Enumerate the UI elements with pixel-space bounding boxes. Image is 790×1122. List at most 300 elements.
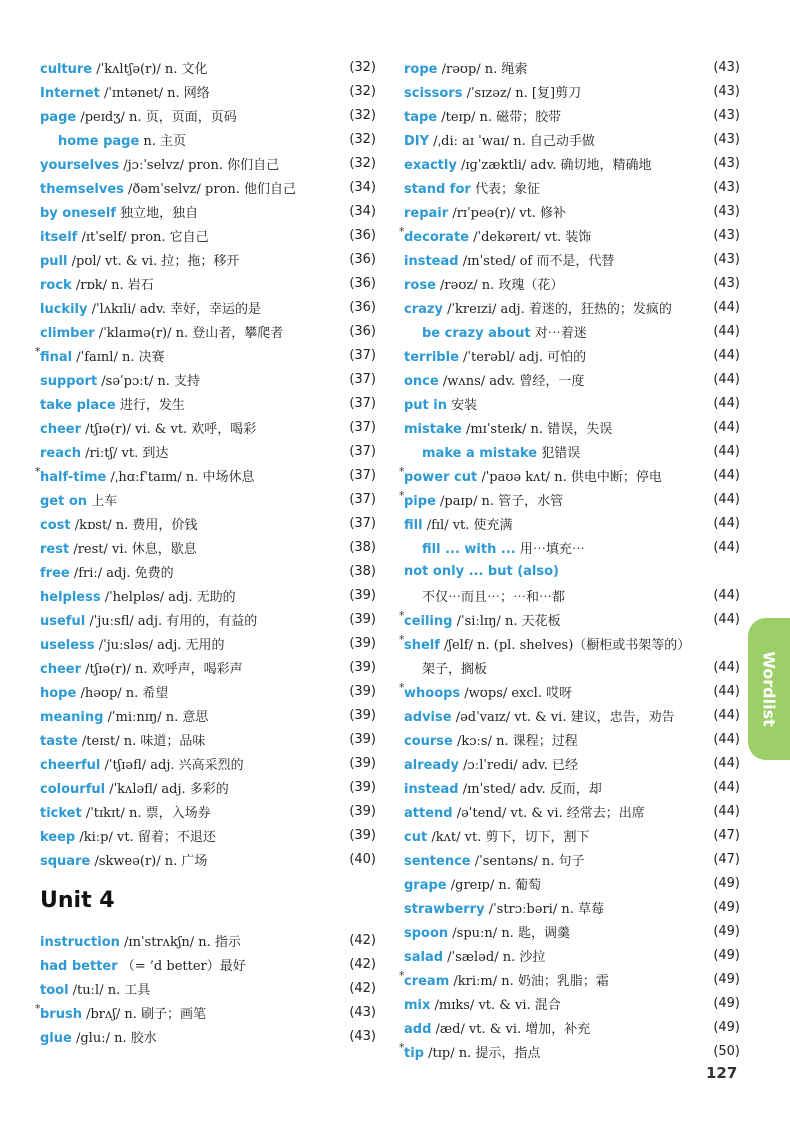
- page-reference: (47): [713, 827, 740, 843]
- word-entry: [404, 823, 740, 847]
- page-reference: (47): [713, 851, 740, 867]
- word-entry: [35, 463, 376, 487]
- word-entry: [40, 751, 376, 775]
- entry-text: [404, 298, 704, 317]
- headword: strawberry: [404, 901, 485, 917]
- entry-text: [40, 490, 340, 509]
- word-entry: [399, 487, 740, 511]
- page-reference: (36): [349, 227, 376, 243]
- entry-text: [40, 754, 340, 773]
- word-entry: [404, 895, 740, 919]
- asterisk-mark: *: [399, 969, 405, 982]
- headword: fill: [404, 517, 423, 533]
- word-entry: [404, 127, 740, 151]
- page-reference: (49): [713, 875, 740, 891]
- headword: helpless: [40, 589, 101, 605]
- definition: /tɪp/ n. 提示，指点: [423, 1045, 541, 1061]
- word-entry: [40, 823, 376, 847]
- word-entry: [404, 271, 740, 295]
- definition: /ˈdekəreɪt/ vt. 装饰: [468, 229, 592, 245]
- page-reference: (32): [349, 59, 376, 75]
- page-reference: (37): [349, 395, 376, 411]
- definition: /həʊp/ n. 希望: [76, 685, 169, 701]
- word-entry: [40, 151, 376, 175]
- entry-text: [40, 322, 340, 341]
- entry-text: [40, 979, 340, 998]
- page-reference: (43): [713, 179, 740, 195]
- headword: brush: [40, 1006, 82, 1022]
- page-reference: (44): [713, 515, 740, 531]
- page-reference: (44): [713, 467, 740, 483]
- entry-text: [40, 1003, 340, 1022]
- definition: /mɪˈsteɪk/ n. 错误，失误: [461, 421, 613, 437]
- entry-text: [40, 538, 340, 557]
- definition: 代表；象征: [470, 181, 540, 197]
- entry-text: [404, 922, 704, 941]
- entry-text: [40, 610, 340, 629]
- definition: /rəʊz/ n. 玫瑰（花）: [435, 277, 564, 293]
- wordlist-tab[interactable]: [748, 618, 790, 760]
- word-entry: [404, 703, 740, 727]
- headword: support: [40, 373, 98, 389]
- word-entry: [404, 439, 740, 463]
- word-entry: [40, 559, 376, 583]
- page-reference: (44): [713, 395, 740, 411]
- word-entry: [404, 367, 740, 391]
- page-reference: (44): [713, 611, 740, 627]
- headword: meaning: [40, 709, 104, 725]
- definition: /ˈjuːsfl/ adj. 有用的，有益的: [85, 613, 258, 629]
- page-reference: (44): [713, 371, 740, 387]
- headword: whoops: [404, 685, 461, 701]
- word-entry: [404, 391, 740, 415]
- headword: rest: [40, 541, 70, 557]
- definition: /ɔːlˈredi/ adv. 已经: [459, 757, 578, 773]
- headword: culture: [40, 61, 93, 77]
- entry-text: [40, 802, 340, 821]
- word-entry: [40, 655, 376, 679]
- definition: 架子，搁板: [422, 661, 488, 677]
- page-reference: (39): [349, 779, 376, 795]
- definition: /kiːp/ vt. 留着；不退还: [75, 829, 216, 845]
- headword: instruction: [40, 934, 120, 950]
- definition: （= ’d better）最好: [117, 958, 246, 974]
- page-reference: (43): [713, 155, 740, 171]
- entry-text: [40, 58, 340, 77]
- definition: /əˈtend/ vt. & vi. 经常去；出席: [452, 805, 645, 821]
- page-reference: (44): [713, 299, 740, 315]
- entry-text: [404, 418, 704, 437]
- wordlist-tab-label: Wordlist: [759, 651, 779, 727]
- entry-text: [40, 634, 340, 653]
- asterisk-mark: *: [399, 465, 405, 478]
- page-reference: (43): [713, 275, 740, 291]
- word-entry: [404, 175, 740, 199]
- page-reference: (43): [713, 59, 740, 75]
- entry-text: [404, 226, 704, 245]
- headword: ceiling: [404, 613, 453, 629]
- definition: n. 主页: [139, 133, 187, 149]
- headword: grape: [404, 877, 447, 893]
- headword: Internet: [40, 85, 100, 101]
- definition: /ədˈvaɪz/ vt. & vi. 建议，忠告，劝告: [451, 709, 675, 725]
- word-entry: [40, 1024, 376, 1048]
- page-reference: (37): [349, 347, 376, 363]
- page-reference: (37): [349, 419, 376, 435]
- definition: /gluː/ n. 胶水: [71, 1030, 157, 1046]
- word-entry: [404, 247, 740, 271]
- definition: /teɪp/ n. 磁带；胶带: [437, 109, 562, 125]
- word-entry: [404, 295, 740, 319]
- definition: /ˈstrɔːbəri/ n. 草莓: [484, 901, 604, 917]
- definition: /ˈɪntənet/ n. 网络: [99, 85, 210, 101]
- page-reference: (44): [713, 803, 740, 819]
- definition: /ʃelf/ n. (pl. shelves)（橱柜或书架等的）: [439, 637, 691, 653]
- page-reference: (42): [349, 956, 376, 972]
- headword: decorate: [404, 229, 469, 245]
- headword: ticket: [40, 805, 82, 821]
- word-entry: [404, 559, 740, 583]
- definition: /ˌdiː aɪ ˈwaɪ/ n. 自己动手做: [429, 133, 595, 149]
- entry-text: [40, 202, 340, 221]
- definition: /wʌns/ adv. 曾经，一度: [438, 373, 585, 389]
- definition: /tuːl/ n. 工具: [68, 982, 151, 998]
- definition: 安装: [447, 397, 478, 413]
- page-reference: (39): [349, 659, 376, 675]
- entry-text: [40, 418, 340, 437]
- word-entry: [404, 319, 740, 343]
- entry-text: [404, 994, 704, 1013]
- page-reference: (39): [349, 755, 376, 771]
- headword: instead: [404, 781, 459, 797]
- headword: glue: [40, 1030, 72, 1046]
- page-reference: (32): [349, 155, 376, 171]
- word-entry: [35, 1000, 376, 1024]
- page-reference: (36): [349, 323, 376, 339]
- definition: /ˈklaɪmə(r)/ n. 登山者，攀爬者: [94, 325, 284, 341]
- page-reference: (43): [713, 251, 740, 267]
- word-entry: [404, 1015, 740, 1039]
- definition: 用⋯填充⋯: [515, 541, 585, 557]
- headword: not only ... but (also): [404, 563, 559, 579]
- entry-text: [40, 154, 340, 173]
- page-reference: (40): [349, 851, 376, 867]
- headword: be crazy about: [422, 325, 531, 341]
- word-entry: [399, 631, 740, 655]
- definition: /skweə(r)/ n. 广场: [90, 853, 208, 869]
- page-reference: (44): [713, 587, 740, 603]
- entry-text: [404, 970, 704, 989]
- word-entry: [40, 295, 376, 319]
- word-entry: [40, 631, 376, 655]
- page-reference: (44): [713, 659, 740, 675]
- headword: course: [404, 733, 453, 749]
- definition: /jɔːˈselvz/ pron. 你们自己: [119, 157, 280, 173]
- page-reference: (42): [349, 980, 376, 996]
- entry-text: [40, 586, 340, 605]
- entry-text: [40, 931, 340, 950]
- page-reference: (32): [349, 131, 376, 147]
- entry-text: [40, 1027, 340, 1046]
- definition: /brʌʃ/ n. 刷子；画笔: [81, 1006, 207, 1022]
- entry-text: [404, 202, 704, 221]
- page-reference: (37): [349, 515, 376, 531]
- entry-text: [404, 874, 704, 893]
- headword: power cut: [404, 469, 478, 485]
- headword: crazy: [404, 301, 443, 317]
- entry-text: [404, 394, 704, 413]
- word-entry: [404, 151, 740, 175]
- definition: 上车: [87, 493, 118, 509]
- headword: colourful: [40, 781, 106, 797]
- page-reference: (38): [349, 563, 376, 579]
- entry-text: [404, 178, 704, 197]
- definition: /rəʊp/ n. 绳索: [437, 61, 528, 77]
- unit-heading: Unit 4: [40, 888, 115, 913]
- page-reference: (39): [349, 803, 376, 819]
- definition: /kɒst/ n. 费用，价钱: [70, 517, 198, 533]
- headword: reach: [40, 445, 81, 461]
- entry-text: [404, 130, 704, 149]
- definition: /ˈlʌkɪli/ adv. 幸好，幸运的是: [87, 301, 262, 317]
- headword: useful: [40, 613, 86, 629]
- definition: /ˈjuːsləs/ adj. 无用的: [94, 637, 225, 653]
- word-entry: [40, 535, 376, 559]
- headword: attend: [404, 805, 453, 821]
- word-entry: [399, 679, 740, 703]
- entry-text: [404, 370, 704, 389]
- word-entry: [404, 511, 740, 535]
- entry-text: [404, 802, 704, 821]
- headword: tape: [404, 109, 438, 125]
- word-entry: [404, 919, 740, 943]
- headword: themselves: [40, 181, 124, 197]
- definition: /ˈkreɪzi/ adj. 着迷的，狂热的；发疯的: [442, 301, 672, 317]
- page-reference: (49): [713, 995, 740, 1011]
- asterisk-mark: *: [399, 681, 405, 694]
- word-entry: [40, 127, 376, 151]
- headword: half-time: [40, 469, 107, 485]
- entry-text: [404, 586, 704, 605]
- definition: /ˈkʌltʃə(r)/ n. 文化: [92, 61, 208, 77]
- word-entry: [404, 991, 740, 1015]
- headword: useless: [40, 637, 95, 653]
- definition: /kɔːs/ n. 课程；过程: [452, 733, 578, 749]
- word-entry: [40, 727, 376, 751]
- asterisk-mark: *: [399, 489, 405, 502]
- page-reference: (39): [349, 731, 376, 747]
- entry-text: [40, 82, 340, 101]
- headword: rose: [404, 277, 436, 293]
- headword: square: [40, 853, 91, 869]
- entry-text: [404, 490, 704, 509]
- entry-text: [404, 514, 704, 533]
- headword: page: [40, 109, 77, 125]
- page-reference: (43): [349, 1028, 376, 1044]
- definition: /peɪdʒ/ n. 页，页面，页码: [76, 109, 237, 125]
- headword: salad: [404, 949, 444, 965]
- word-entry: [40, 415, 376, 439]
- entry-text: [40, 850, 340, 869]
- page-reference: (43): [713, 203, 740, 219]
- definition: /tʃɪə(r)/ n. 欢呼声，喝彩声: [81, 661, 243, 677]
- word-entry: [399, 967, 740, 991]
- headword: terrible: [404, 349, 459, 365]
- headword: take place: [40, 397, 116, 413]
- page-reference: (42): [349, 932, 376, 948]
- word-entry: [40, 55, 376, 79]
- entry-text: [404, 850, 704, 869]
- headword: home page: [58, 133, 140, 149]
- page-reference: (44): [713, 707, 740, 723]
- headword: rope: [404, 61, 438, 77]
- definition: /ɪnˈsted/ of 而不是，代替: [458, 253, 615, 269]
- word-entry: [40, 247, 376, 271]
- headword: by oneself: [40, 205, 116, 221]
- page-reference: (39): [349, 587, 376, 603]
- headword: final: [40, 349, 73, 365]
- entry-text: [40, 226, 340, 245]
- page-reference: (49): [713, 1019, 740, 1035]
- headword: free: [40, 565, 70, 581]
- headword: taste: [40, 733, 78, 749]
- word-entry: [40, 847, 376, 871]
- page-reference: (44): [713, 755, 740, 771]
- headword: shelf: [404, 637, 440, 653]
- headword: tool: [40, 982, 69, 998]
- word-entry: [404, 343, 740, 367]
- entry-text: [40, 130, 340, 149]
- entry-text: [40, 562, 340, 581]
- page-reference: (32): [349, 83, 376, 99]
- definition: /kʌt/ vt. 剪下，切下，割下: [427, 829, 590, 845]
- definition: /ɪɡˈzæktli/ adv. 确切地，精确地: [456, 157, 652, 173]
- definition: 对⋯着迷: [530, 325, 587, 341]
- asterisk-mark: *: [35, 1002, 41, 1015]
- word-entry: [404, 535, 740, 559]
- entry-text: [404, 1042, 704, 1061]
- headword: pull: [40, 253, 68, 269]
- word-entry: [40, 775, 376, 799]
- definition: /kriːm/ n. 奶油；乳脂；霜: [449, 973, 609, 989]
- word-entry: [404, 847, 740, 871]
- headword: instead: [404, 253, 459, 269]
- page-reference: (36): [349, 251, 376, 267]
- entry-text: [404, 106, 704, 125]
- word-entry: [40, 928, 376, 952]
- entry-text: [40, 730, 340, 749]
- entry-text: [404, 322, 704, 341]
- word-entry: [40, 103, 376, 127]
- entry-text: [404, 564, 704, 579]
- word-entry: [404, 751, 740, 775]
- definition: /ˈtʃɪəfl/ adj. 兴高采烈的: [100, 757, 244, 773]
- word-entry: [40, 199, 376, 223]
- headword: DIY: [404, 133, 430, 149]
- headword: fill ... with ...: [422, 541, 516, 557]
- entry-text: [404, 778, 704, 797]
- asterisk-mark: *: [35, 345, 41, 358]
- asterisk-mark: *: [399, 609, 405, 622]
- entry-text: [40, 250, 340, 269]
- entry-text: [404, 754, 704, 773]
- entry-text: [404, 274, 704, 293]
- asterisk-mark: *: [399, 1041, 405, 1054]
- word-entry: [404, 55, 740, 79]
- headword: already: [404, 757, 460, 773]
- definition: /ˈkʌləfl/ adj. 多彩的: [105, 781, 229, 797]
- word-entry: [40, 511, 376, 535]
- word-entry: [40, 976, 376, 1000]
- headword: cheer: [40, 661, 82, 677]
- entry-text: [404, 730, 704, 749]
- entry-text: [40, 370, 340, 389]
- definition: /ˈhelpləs/ adj. 无助的: [100, 589, 236, 605]
- page-reference: (37): [349, 491, 376, 507]
- definition: /ɪnˈsted/ adv. 反而，却: [458, 781, 602, 797]
- headword: advise: [404, 709, 452, 725]
- page-reference: (43): [713, 227, 740, 243]
- word-entry: [40, 679, 376, 703]
- page-reference: (49): [713, 899, 740, 915]
- headword: itself: [40, 229, 78, 245]
- page-reference: (36): [349, 299, 376, 315]
- entry-text: [404, 634, 704, 653]
- headword: repair: [404, 205, 449, 221]
- definition: /ˈsæləd/ n. 沙拉: [443, 949, 546, 965]
- definition: /pʊl/ vt. & vi. 拉；拖；移开: [67, 253, 240, 269]
- page-reference: (43): [713, 83, 740, 99]
- word-entry: [40, 79, 376, 103]
- headword: mix: [404, 997, 431, 1013]
- headword: hope: [40, 685, 77, 701]
- word-entry: [40, 439, 376, 463]
- word-entry: [404, 415, 740, 439]
- page-reference: (39): [349, 683, 376, 699]
- page-reference: (49): [713, 971, 740, 987]
- page-reference: (44): [713, 779, 740, 795]
- headword: sentence: [404, 853, 471, 869]
- headword: climber: [40, 325, 95, 341]
- entry-text: [404, 946, 704, 965]
- headword: mistake: [404, 421, 462, 437]
- entry-text: [404, 538, 704, 557]
- definition: /səˈpɔːt/ n. 支持: [97, 373, 200, 389]
- word-entry: [404, 79, 740, 103]
- page-reference: (36): [349, 275, 376, 291]
- definition: /spuːn/ n. 匙，调羹: [448, 925, 570, 941]
- definition: /ˈmiːnɪŋ/ n. 意思: [103, 709, 209, 725]
- entry-text: [40, 706, 340, 725]
- word-entry: [404, 775, 740, 799]
- entry-text: [404, 706, 704, 725]
- definition: /ˈpaʊə kʌt/ n. 供电中断；停电: [477, 469, 662, 485]
- page-reference: (44): [713, 347, 740, 363]
- headword: cost: [40, 517, 71, 533]
- entry-text: [40, 346, 340, 365]
- headword: cream: [404, 973, 450, 989]
- asterisk-mark: *: [399, 633, 405, 646]
- entry-text: [404, 826, 704, 845]
- headword: pipe: [404, 493, 436, 509]
- entry-text: [404, 442, 704, 461]
- definition: /ɪnˈstrʌkʃn/ n. 指示: [119, 934, 241, 950]
- headword: tip: [404, 1045, 424, 1061]
- page-reference: (43): [713, 131, 740, 147]
- page-reference: (39): [349, 707, 376, 723]
- word-entry: [404, 655, 740, 679]
- headword: yourselves: [40, 157, 120, 173]
